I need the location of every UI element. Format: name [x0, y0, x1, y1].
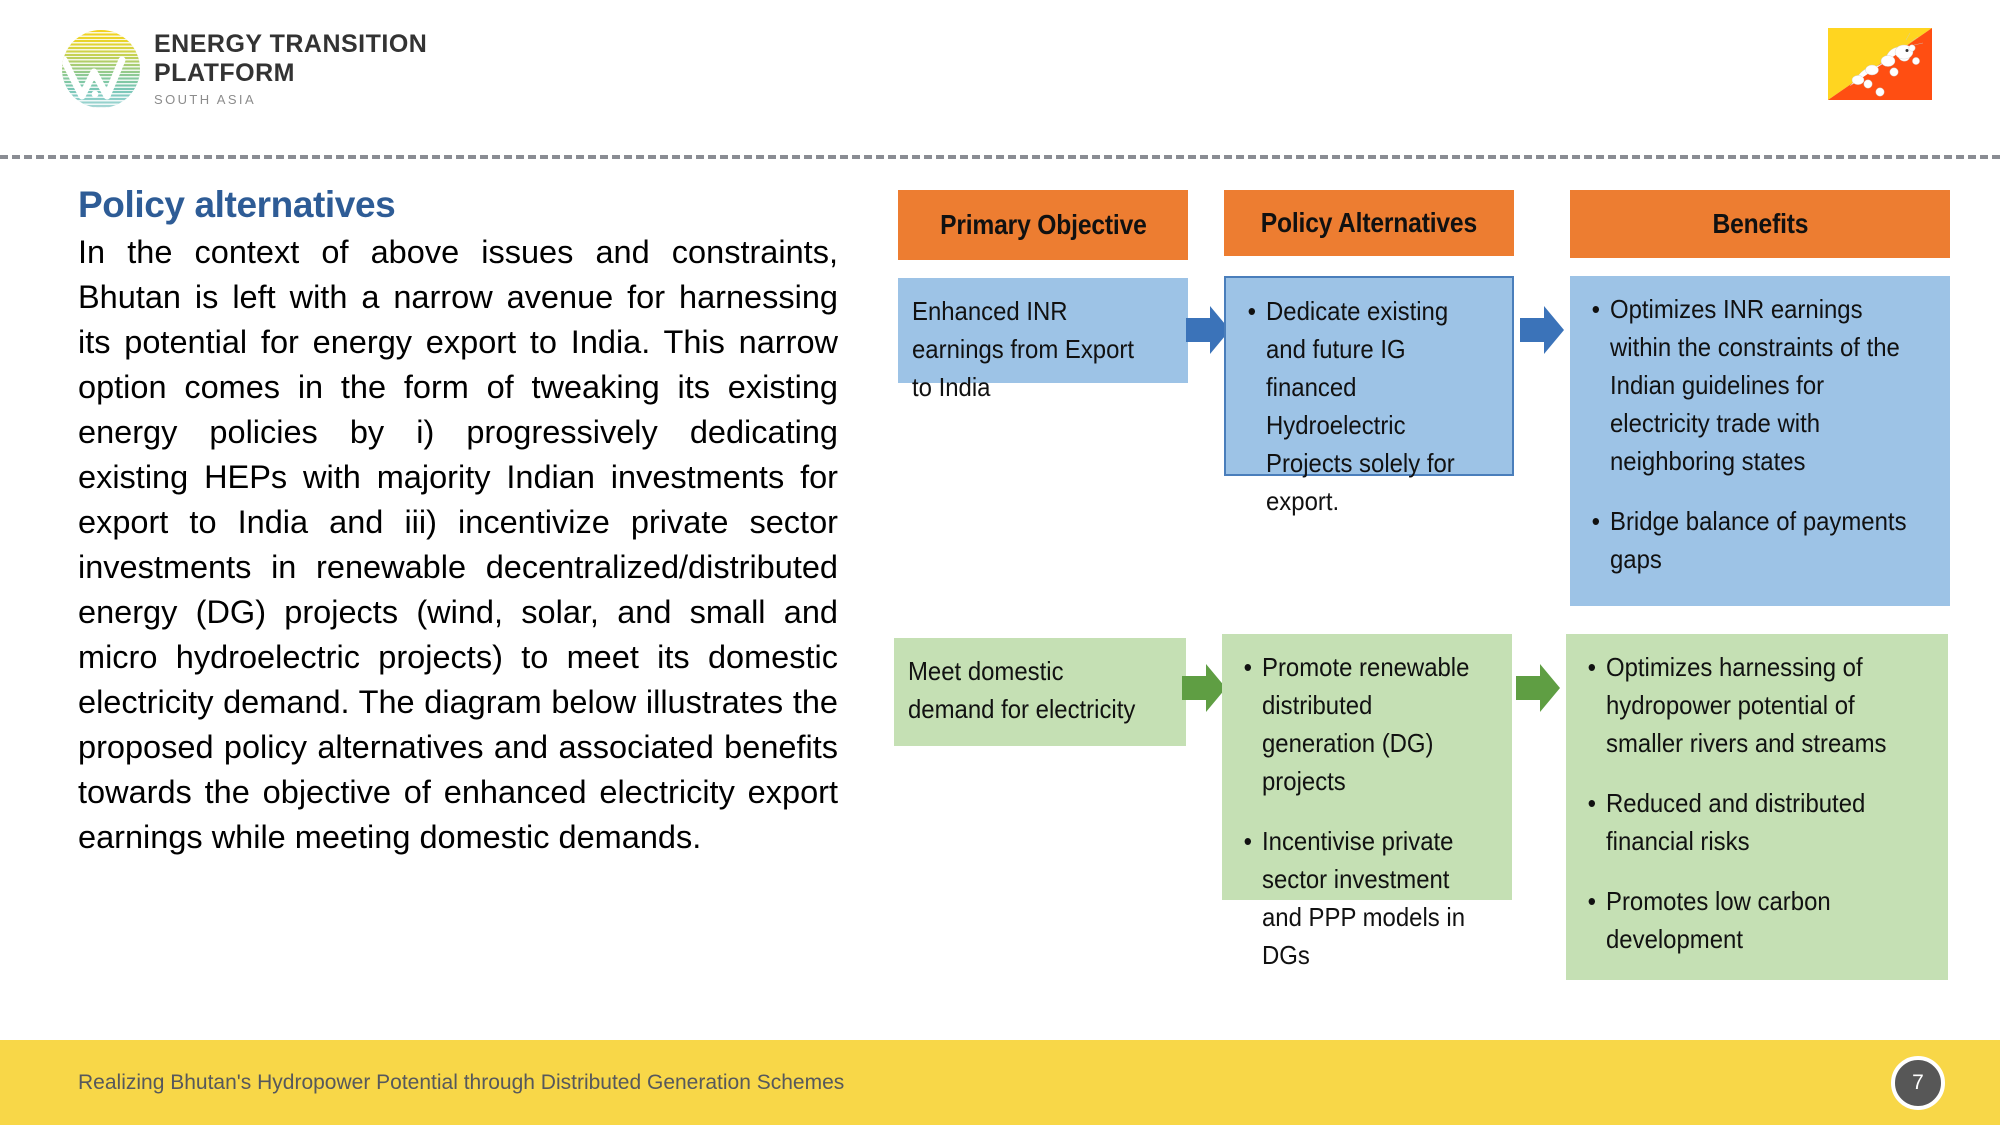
header-divider	[0, 155, 2000, 159]
benefits-box-row2	[1566, 634, 1948, 980]
list-item: • Promote renewable distributed generation (DG) projects	[1262, 648, 1477, 800]
logo-line-1: ENERGY TRANSITION	[154, 30, 428, 58]
page-title: Policy alternatives	[78, 184, 396, 225]
bhutan-flag-icon	[1828, 28, 1932, 100]
body-paragraph: In the context of above issues and constraints, Bhutan is left with a narrow avenue for harnessing its potential for energy export to India. This narrow option comes in the form of tweaking its existing energy policies by i) progressively dedicating existing HEPs with majority Indian investments for export to India and iii) incentivize private sector investments in renewable decentralized/distributed energy (DG) projects (wind, solar, and small and micro hydroelectric projects) to meet its domestic electricity demand. The diagram below illustrates the proposed policy alternatives and associated benefits towards the objective of enhanced electricity export earnings while meeting domestic demands.	[78, 233, 838, 855]
slide-header	[0, 0, 2000, 155]
footer-title: Realizing Bhutan's Hydropower Potential through Distributed Generation Schemes	[78, 1070, 845, 1094]
list-item: • Incentivise private sector investment and PPP models in DGs	[1262, 822, 1477, 974]
diagram-header-primary-objective	[898, 190, 1188, 260]
left-text-column	[78, 185, 838, 860]
page-number: 7	[1912, 1070, 1924, 1094]
objective-text: Enhanced INR earnings from Export to India	[912, 296, 1135, 402]
logo-line-2: PLATFORM	[154, 59, 296, 87]
right-arrow-icon	[1520, 302, 1564, 358]
energy-transition-logo-icon	[62, 30, 140, 108]
benefits-list-row1	[1584, 290, 1934, 578]
arrow-alternative-to-benefit-row2	[1516, 660, 1560, 716]
alternatives-list-row1	[1240, 292, 1496, 520]
page-number-badge	[1891, 1056, 1945, 1110]
list-item: • Optimizes INR earnings within the constraints of the Indian guidelines for electricity trade with neighboring states	[1610, 290, 1908, 480]
right-arrow-icon	[1182, 660, 1226, 716]
alternatives-box-row1	[1224, 276, 1514, 516]
arrow-alternative-to-benefit-row1	[1520, 302, 1564, 358]
objective-box-row1	[898, 278, 1188, 402]
diagram-header-policy-alternatives	[1224, 190, 1514, 256]
list-item: • Bridge balance of payments gaps	[1610, 502, 1908, 578]
objective-box-row2	[894, 638, 1186, 746]
slide-footer	[0, 1040, 2000, 1125]
diagram-header-label: Benefits	[1712, 208, 1808, 239]
alternatives-box-row2	[1222, 634, 1512, 970]
policy-alternatives-diagram	[880, 190, 1952, 1010]
bhutan-flag-svg	[1828, 28, 1932, 100]
logo-zigzag-icon	[62, 56, 140, 100]
alternatives-list-row2	[1236, 648, 1496, 974]
diagram-header-benefits	[1570, 190, 1950, 258]
list-item: • Dedicate existing and future IG financed Hydroelectric Projects solely for export.	[1266, 292, 1478, 520]
arrow-objective-to-alternative-row2	[1182, 660, 1226, 716]
diagram-header-label: Primary Objective	[939, 209, 1147, 240]
right-arrow-icon	[1516, 660, 1560, 716]
diagram-header-label: Policy Alternatives	[1260, 207, 1478, 238]
logo-line-3: SOUTH ASIA	[154, 92, 257, 107]
objective-text: Meet domestic demand for electricity	[908, 656, 1136, 724]
list-item: • Optimizes harnessing of hydropower potential of smaller rivers and streams	[1606, 648, 1906, 762]
benefits-list-row2	[1580, 648, 1932, 958]
list-item: • Promotes low carbon development	[1606, 882, 1906, 958]
list-item: • Reduced and distributed financial risks	[1606, 784, 1906, 860]
etp-logo	[62, 30, 427, 108]
benefits-box-row1	[1570, 276, 1950, 606]
